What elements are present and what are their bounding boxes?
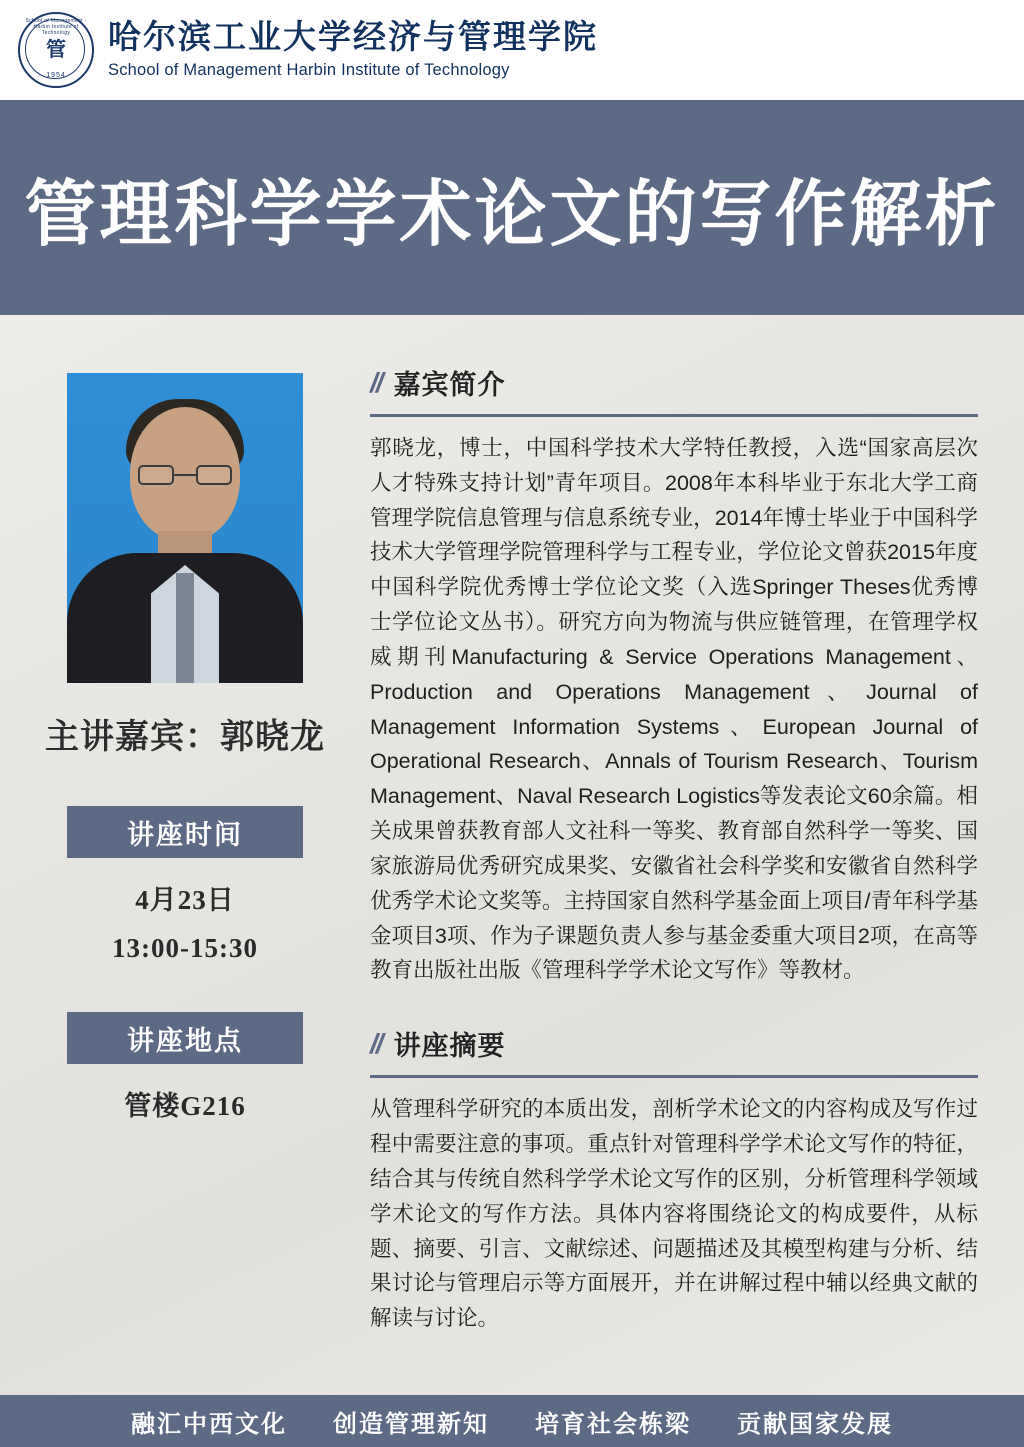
lecture-time-block [40,806,330,964]
footer-slogan-1: 融汇中西文化 [131,1411,287,1438]
right-column [370,363,978,1336]
abstract-divider [370,1075,978,1078]
abstract-text: 从管理科学研究的本质出发，剖析学术论文的内容构成及写作过程中需要注意的事项。重点针对管理科学学术论文写作的特征，结合其与传统自然科学学术论文写作的区别，分析管理科学领域学术论文的写作方法。具体内容将围绕论文的构成要件，从标题、摘要、引言、文献综述、问题描述及其模型构建与分析、结果讨论与管理启示等方面展开，并在讲解过程中辅以经典文献的解读与讨论。 [370,1097,978,1331]
lecture-date: 4月23日 [135,885,235,915]
crest-year: 1954 [46,72,66,79]
bio-section-head [370,363,978,402]
footer-slogan-bar [0,1395,1024,1447]
title-band [0,100,1024,315]
lecture-time: 13:00-15:30 [112,933,258,963]
crest-mark: 管 [46,39,66,61]
bio-divider [370,414,978,417]
abstract-heading: 讲座摘要 [393,1031,506,1062]
speaker-portrait [67,373,303,683]
bio-text: 郭晓龙，博士，中国科学技术大学特任教授，入选“国家高层次人才特殊支持计划”青年项目。2008年本科毕业于东北大学工商管理学院信息管理与信息系统专业，2014年博士毕业于中国科学技术大学管理学院管理科学与工程专业，学位论文曾获2015年度中国科学院优秀博士学位论文奖（入选Springer Theses优秀博士学位论文丛书）。研究方向为物流与供应链管理，在管理学权威期刊Manufacturing & Service Operations Management、Production and Operations Management、Journal of Management Information Systems、European Journal of Operational Research、Annals of Tourism Research、Tourism Management、Naval Research Logistics等发表论文60余篇。相关成果曾获教育部人文社科一等奖、教育部自然科学一等奖、国家旅游局优秀研究成果奖、安徽省社会科学奖和安徽省自然科学优秀学术论文奖等。主持国家自然科学基金面上项目/青年科学基金项目3项、作为子课题负责人参与基金委重大项目2项，在高等教育出版社出版《管理科学学术论文写作》等教材。 [370,436,978,983]
university-crest-icon [18,12,94,88]
crest-toptext: School of Management · Harbin Institute of Technology [25,18,87,36]
double-slash-icon: // [370,1027,382,1059]
glasses-lens-left [138,465,174,485]
logo-title-cn: 哈尔滨工业大学经济与管理学院 [108,19,598,56]
logo-bar [0,0,1024,100]
speaker-name: 主讲嘉宾：郭晓龙 [45,719,325,756]
body-area [0,315,1024,1395]
page-title: 管理科学学术论文的写作解析 [24,174,1000,255]
abstract-section-head [370,1024,978,1063]
portrait-tie [176,573,194,683]
left-column [40,355,330,1123]
glasses-bridge [174,474,196,476]
footer-slogan-4: 贡献国家发展 [737,1411,893,1438]
glasses-lens-right [196,465,232,485]
footer-slogan-3: 培育社会栋梁 [535,1411,691,1438]
logo-text [108,20,598,81]
double-slash-icon: // [370,366,382,398]
lecture-time-header: 讲座时间 [67,806,303,858]
footer-slogan-2: 创造管理新知 [333,1411,489,1438]
lecture-room: 管楼G216 [124,1091,246,1121]
portrait-glasses-icon [138,465,232,487]
logo-title-en: School of Management Harbin Institute of Technology [108,61,510,80]
lecture-place-header: 讲座地点 [67,1012,303,1064]
lecture-place-block [40,1012,330,1123]
bio-heading: 嘉宾简介 [393,370,506,400]
